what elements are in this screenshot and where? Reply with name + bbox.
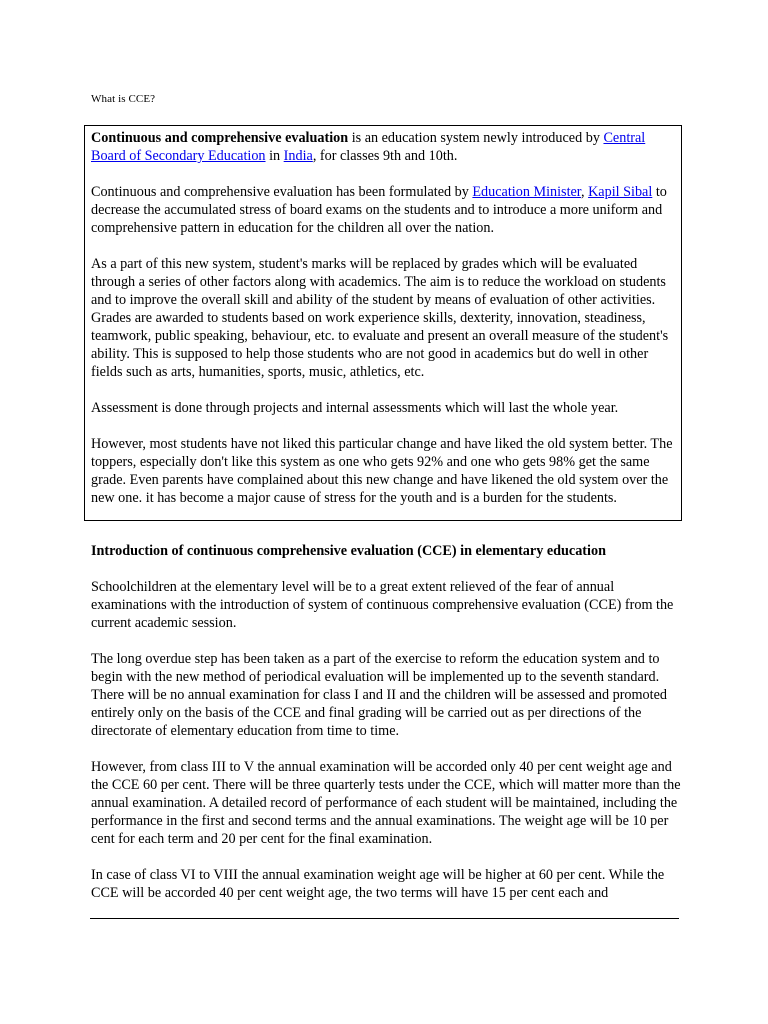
box-paragraph-2 bbox=[91, 183, 675, 237]
box-paragraph-3: As a part of this new system, student's marks will be replaced by grades which will be evaluated through a series of other factors along with academics. The aim is to reduce the workload on students and to improve the overall skill and ability of the student by means of evaluation of other activities. Grades are awarded to students based on work experience skills, dexterity, innovation, steadiness, teamwork, public speaking, behaviour, etc. to evaluate and present an overall measure of the student's ability. This is supposed to help those students who are not good in academics but do well in other fields such as arts, humanities, sports, music, athletics, etc. bbox=[91, 256, 669, 380]
section-paragraph-4: In case of class VI to VIII the annual examination weight age will be higher at 60 per cent. While the CCE will be accorded 40 per cent weight age, the two terms will have 15 per cent each and bbox=[91, 867, 665, 901]
cbse-link[interactable]: Central Board of Secondary Education bbox=[91, 130, 646, 164]
section-paragraph-3: However, from class III to V the annual examination will be accorded only 40 per cent weight age and the CCE 60 per cent. There will be three quarterly tests under the CCE, which will matter more than the annual examination. A detailed record of performance of each student will be maintained, including the performance in the first and second terms and the annual examinations. The weight age will be 10 per cent for each term and 20 per cent for the final examination. bbox=[91, 759, 681, 847]
box-paragraph-4: Assessment is done through projects and internal assessments which will last the whole year. bbox=[91, 400, 619, 416]
box-p1-text-2: in bbox=[265, 148, 284, 164]
box-p2-text-2: , bbox=[580, 184, 589, 200]
box-p2-text-1: Continuous and comprehensive evaluation has been formulated by bbox=[91, 184, 473, 200]
box-p1-text-1: is an education system newly introduced by bbox=[348, 130, 604, 146]
education-minister-link[interactable]: Education Minister bbox=[472, 184, 581, 200]
article-body bbox=[91, 542, 686, 920]
section-heading: Introduction of continuous comprehensive evaluation (CCE) in elementary education bbox=[91, 543, 606, 559]
term-bold: Continuous and comprehensive evaluation bbox=[91, 130, 349, 146]
question-heading: What is CCE? bbox=[91, 93, 156, 105]
kapil-sibal-link[interactable]: Kapil Sibal bbox=[588, 184, 653, 200]
india-link[interactable]: India bbox=[283, 148, 313, 164]
section-paragraph-1: Schoolchildren at the elementary level will be to a great extent relieved of the fear of annual examinations with the introduction of system of continuous comprehensive evaluation (CCE) from the current academic session. bbox=[91, 579, 674, 631]
definition-box bbox=[84, 125, 682, 521]
box-p1-text-3: , for classes 9th and 10th. bbox=[312, 148, 458, 164]
box-p2-text-3: to decrease the accumulated stress of board exams on the students and to introduce a more uniform and comprehensive pattern in education for the children all over the nation. bbox=[91, 184, 667, 236]
section-paragraph-2: The long overdue step has been taken as a part of the exercise to reform the education system and to begin with the new method of periodical evaluation will be implemented up to the seventh standard. There will be no annual examination for class I and II and the children will be assessed and promoted entirely only on the basis of the CCE and final grading will be carried out as per directions of the directorate of elementary education from time to time. bbox=[91, 651, 667, 739]
box-paragraph-5: However, most students have not liked this particular change and have liked the old system better. The toppers, especially don't like this system as one who gets 92% and one who gets 98% get the same grade. Even parents have complained about this new change and have likened the old system over the new one. it has become a major cause of stress for the youth and is a burden for the students. bbox=[91, 436, 673, 506]
box-paragraph-1 bbox=[91, 129, 675, 165]
page-bottom-rule bbox=[90, 918, 679, 919]
